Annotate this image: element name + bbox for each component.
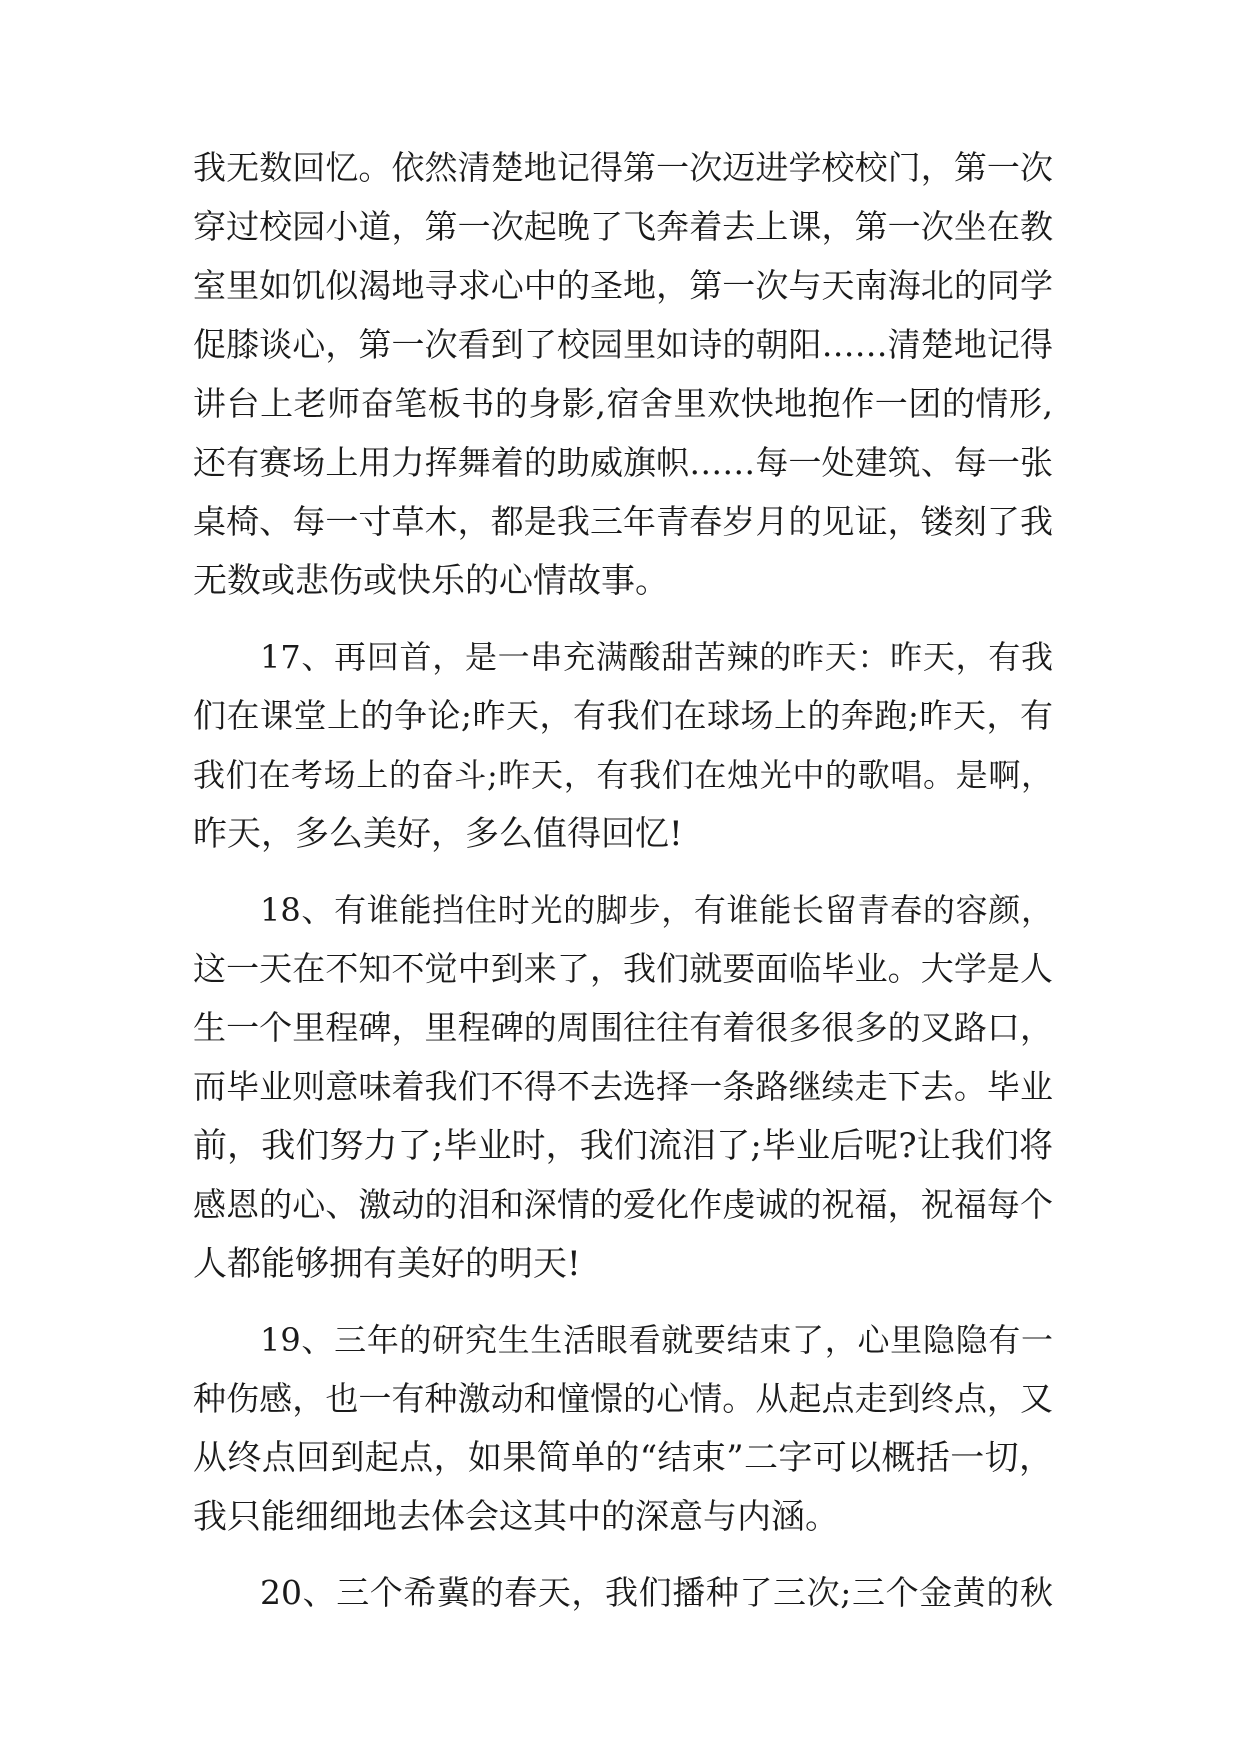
- text-line: 室里如饥似渴地寻求心中的圣地，第一次与天南海北的同学: [193, 266, 1053, 305]
- text-line: 们在课堂上的争论;昨天，有我们在球场上的奔跑;昨天，有: [193, 696, 1053, 735]
- text-line: 还有赛场上用力挥舞着的助威旗帜……每一处建筑、每一张: [193, 443, 1053, 482]
- text-line: 这一天在不知不觉中到来了，我们就要面临毕业。大学是人: [193, 949, 1053, 988]
- text-line: 感恩的心、激动的泪和深情的爱化作虔诚的祝福，祝福每个: [193, 1185, 1053, 1224]
- paragraph-17-first-line: 17、再回首，是一串充满酸甜苦辣的昨天：昨天，有我: [260, 638, 1053, 676]
- text-line: 种伤感，也一有种激动和憧憬的心情。从起点走到终点，又: [193, 1379, 1053, 1418]
- text-line: 无数或悲伤或快乐的心情故事。: [193, 561, 669, 601]
- text-line: 前，我们努力了;毕业时，我们流泪了;毕业后呢?让我们将: [193, 1126, 1053, 1166]
- text-line: 从终点回到起点，如果简单的“结束”二字可以概括一切，: [193, 1438, 1053, 1478]
- text-line: 生一个里程碑，里程碑的周围往往有着很多很多的叉路口，: [193, 1008, 1053, 1047]
- text-line: 讲台上老师奋笔板书的身影,宿舍里欢快地抱作一团的情形,: [193, 384, 1053, 423]
- text-line: 桌椅、每一寸草木，都是我三年青春岁月的见证，镂刻了我: [193, 502, 1053, 541]
- text-line: 而毕业则意味着我们不得不去选择一条路继续走下去。毕业: [193, 1067, 1053, 1106]
- text-line: 促膝谈心，第一次看到了校园里如诗的朝阳……清楚地记得: [193, 325, 1053, 364]
- text-line: 我无数回忆。依然清楚地记得第一次迈进学校校门，第一次: [193, 148, 1053, 187]
- paragraph-20-first-line: 20、三个希冀的春天，我们播种了三次;三个金黄的秋: [260, 1573, 1053, 1612]
- text-line: 我们在考场上的奋斗;昨天，有我们在烛光中的歌唱。是啊，: [193, 756, 1053, 794]
- paragraph-18-first-line: 18、有谁能挡住时光的脚步，有谁能长留青春的容颜，: [260, 891, 1053, 929]
- text-line: 人都能够拥有美好的明天!: [193, 1244, 581, 1284]
- paragraph-19-first-line: 19、三年的研究生生活眼看就要结束了，心里隐隐有一: [260, 1321, 1053, 1359]
- text-line: 穿过校园小道，第一次起晚了飞奔着去上课，第一次坐在教: [193, 207, 1053, 246]
- text-line: 我只能细细地去体会这其中的深意与内涵。: [193, 1497, 839, 1537]
- text-line: 昨天，多么美好，多么值得回忆!: [193, 814, 683, 854]
